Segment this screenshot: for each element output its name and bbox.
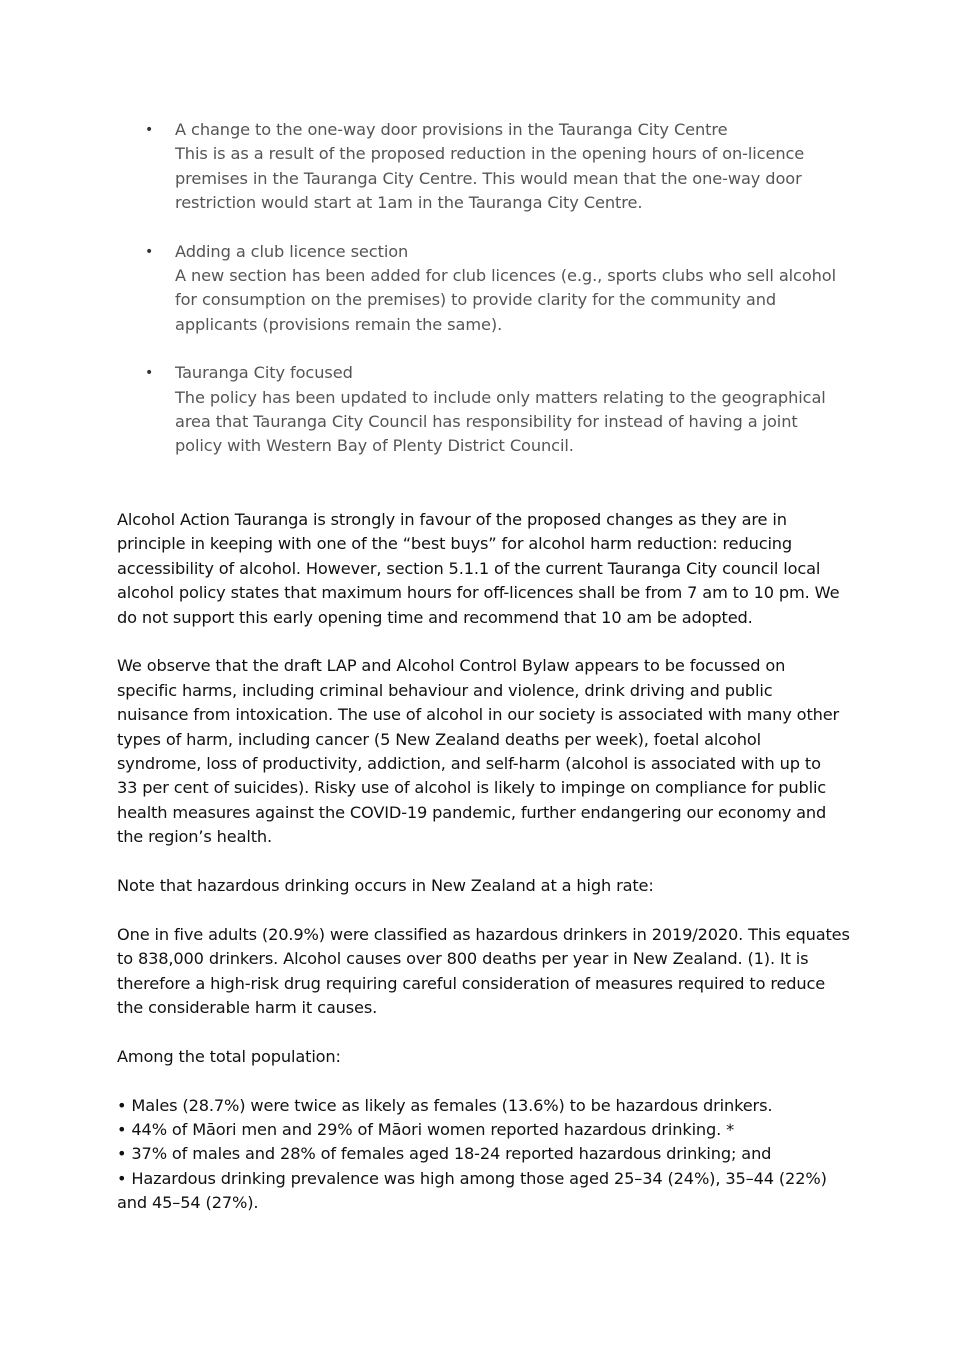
policy-changes-list <box>117 118 857 483</box>
paragraph-population <box>117 1045 857 1069</box>
stat-line: and 45–54 (27%). <box>117 1193 259 1213</box>
bullet-text-line: area that Tauranga City Council has responsibility for instead of having a joint <box>175 412 798 432</box>
bullet-text-line: A new section has been added for club licences (e.g., sports clubs who sell alcohol <box>175 266 837 286</box>
bullet-text-line: for consumption on the premises) to provide clarity for the community and <box>175 290 777 310</box>
paragraph-line: syndrome, loss of productivity, addiction, and self-harm (alcohol is associated with up to <box>117 754 821 774</box>
bullet-heading: Tauranga City focused <box>175 363 353 383</box>
paragraph-line: We observe that the draft LAP and Alcohol Control Bylaw appears to be focussed on <box>117 656 786 676</box>
paragraph-line: nuisance from intoxication. The use of alcohol in our society is associated with many other <box>117 705 840 725</box>
bullet-text-line: restriction would start at 1am in the Tauranga City Centre. <box>175 193 643 213</box>
paragraph-line: health measures against the COVID-19 pandemic, further endangering our economy and <box>117 802 827 822</box>
bullet-text-line: This is as a result of the proposed reduction in the opening hours of on-licence <box>175 144 805 164</box>
bullet-text-line: The policy has been updated to include only matters relating to the geographical <box>175 387 826 407</box>
paragraph-line: Among the total population: <box>117 1046 341 1066</box>
paragraph-note <box>117 874 857 898</box>
stat-line: • 37% of males and 28% of females aged 18-24 reported hazardous drinking; and <box>117 1144 772 1164</box>
paragraph-line: 33 per cent of suicides). Risky use of alcohol is likely to impinge on compliance for public <box>117 778 827 798</box>
paragraph-population-stats <box>117 1094 857 1216</box>
stat-line: • 44% of Māori men and 29% of Māori women reported hazardous drinking. * <box>117 1120 735 1140</box>
paragraph-line: therefore a high-risk drug requiring careful consideration of measures required to reduce <box>117 973 826 993</box>
bullet-one-way-door <box>117 118 857 216</box>
stat-line: • Hazardous drinking prevalence was high among those aged 25–34 (24%), 35–44 (22%) <box>117 1168 827 1188</box>
bullet-text-line: premises in the Tauranga City Centre. This would mean that the one-way door <box>175 168 802 188</box>
paragraph-line: types of harm, including cancer (5 New Zealand deaths per week), foetal alcohol <box>117 729 761 749</box>
stat-line: • Males (28.7%) were twice as likely as females (13.6%) to be hazardous drinkers. <box>117 1095 773 1115</box>
bullet-text-line: applicants (provisions remain the same). <box>175 314 503 334</box>
bullet-club-licence <box>117 240 857 338</box>
paragraph-line: Alcohol Action Tauranga is strongly in favour of the proposed changes as they are in <box>117 510 787 529</box>
bullet-dot: • <box>145 122 154 138</box>
bullet-tauranga-focused <box>117 361 857 459</box>
document-body <box>117 508 857 1240</box>
paragraph-line: the considerable harm it causes. <box>117 998 378 1018</box>
paragraph-line: principle in keeping with one of the “best buys” for alcohol harm reduction: reducing <box>117 534 793 554</box>
paragraph-line: One in five adults (20.9%) were classified as hazardous drinkers in 2019/2020. This equates <box>117 924 850 944</box>
paragraph-line: to 838,000 drinkers. Alcohol causes over 800 deaths per year in New Zealand. (1). It is <box>117 949 809 969</box>
paragraph-harms <box>117 654 857 849</box>
paragraph-line: do not support this early opening time and recommend that 10 am be adopted. <box>117 607 753 627</box>
paragraph-line: Note that hazardous drinking occurs in New Zealand at a high rate: <box>117 876 654 896</box>
paragraph-support <box>117 508 857 630</box>
bullet-dot: • <box>145 365 154 382</box>
paragraph-line: alcohol policy states that maximum hours for off-licences shall be from 7 am to 10 pm. We <box>117 583 840 603</box>
paragraph-line: specific harms, including criminal behaviour and violence, drink driving and public <box>117 680 773 700</box>
paragraph-line: accessibility of alcohol. However, section 5.1.1 of the current Tauranga City council local <box>117 558 821 578</box>
paragraph-statistics <box>117 923 857 1021</box>
bullet-heading: A change to the one-way door provisions in the Tauranga City Centre <box>175 120 728 139</box>
bullet-dot: • <box>145 243 154 260</box>
bullet-text-line: policy with Western Bay of Plenty District Council. <box>175 436 574 456</box>
paragraph-line: the region’s health. <box>117 827 273 847</box>
bullet-heading: Adding a club licence section <box>175 241 409 261</box>
